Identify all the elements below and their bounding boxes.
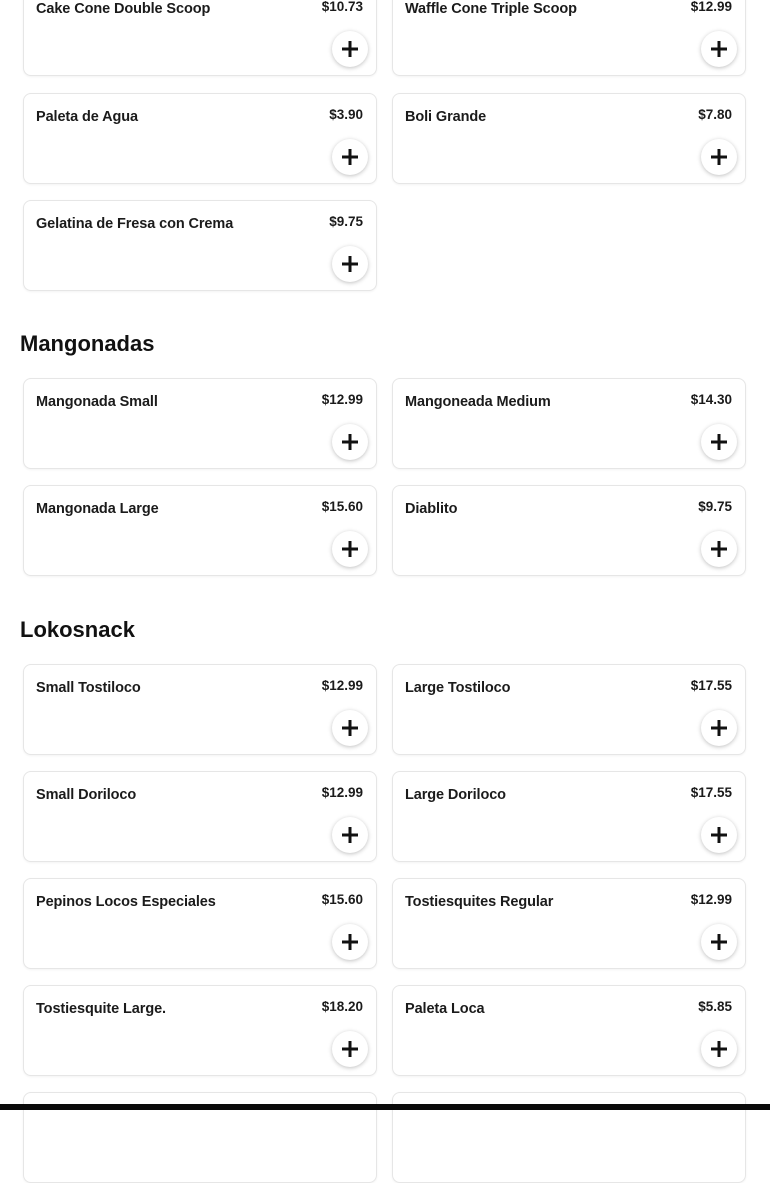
item-name: Large Tostiloco bbox=[405, 680, 511, 696]
plus-icon bbox=[709, 39, 729, 59]
add-to-cart-button[interactable] bbox=[701, 924, 737, 960]
item-name: Pepinos Locos Especiales bbox=[36, 894, 216, 910]
item-price: $14.30 bbox=[690, 392, 732, 407]
menu-item-card[interactable] bbox=[392, 771, 746, 862]
plus-icon bbox=[340, 39, 360, 59]
item-name: Gelatina de Fresa con Crema bbox=[36, 216, 234, 232]
item-name: Mangoneada Medium bbox=[405, 394, 551, 410]
plus-icon bbox=[709, 718, 729, 738]
item-name: Diablito bbox=[405, 501, 458, 517]
menu-item-card[interactable] bbox=[392, 378, 746, 469]
plus-icon bbox=[340, 718, 360, 738]
plus-icon bbox=[709, 432, 729, 452]
item-name: Cake Cone Double Scoop bbox=[36, 1, 211, 17]
section-title-lokosnack: Lokosnack bbox=[20, 617, 135, 642]
add-to-cart-button[interactable] bbox=[701, 531, 737, 567]
menu-item-card[interactable] bbox=[392, 985, 746, 1076]
add-to-cart-button[interactable] bbox=[332, 424, 368, 460]
item-name: Small Tostiloco bbox=[36, 680, 141, 696]
item-price: $12.99 bbox=[690, 0, 732, 14]
item-name: Mangonada Small bbox=[36, 394, 158, 410]
menu-item-card[interactable] bbox=[23, 93, 377, 184]
menu-item-card[interactable] bbox=[392, 93, 746, 184]
plus-icon bbox=[340, 432, 360, 452]
item-price: $15.60 bbox=[321, 499, 363, 514]
item-price: $12.99 bbox=[321, 785, 363, 800]
plus-icon bbox=[340, 254, 360, 274]
item-price: $9.75 bbox=[329, 214, 363, 229]
menu-item-card[interactable] bbox=[23, 485, 377, 576]
add-to-cart-button[interactable] bbox=[332, 710, 368, 746]
add-to-cart-button[interactable] bbox=[332, 31, 368, 67]
add-to-cart-button[interactable] bbox=[701, 424, 737, 460]
menu-item-card[interactable] bbox=[392, 0, 746, 76]
menu-item-card[interactable] bbox=[23, 985, 377, 1076]
add-to-cart-button[interactable] bbox=[332, 531, 368, 567]
section-title-mangonadas: Mangonadas bbox=[20, 331, 155, 356]
plus-icon bbox=[340, 539, 360, 559]
item-name: Small Doriloco bbox=[36, 787, 137, 803]
add-to-cart-button[interactable] bbox=[701, 31, 737, 67]
item-name: Tostiesquites Regular bbox=[405, 894, 554, 910]
item-price: $9.75 bbox=[698, 499, 732, 514]
add-to-cart-button[interactable] bbox=[332, 139, 368, 175]
item-price: $7.80 bbox=[698, 107, 732, 122]
item-price: $17.55 bbox=[690, 678, 732, 693]
add-to-cart-button[interactable] bbox=[701, 139, 737, 175]
plus-icon bbox=[709, 1039, 729, 1059]
menu-item-card[interactable] bbox=[23, 378, 377, 469]
plus-icon bbox=[709, 539, 729, 559]
menu-item-card[interactable] bbox=[392, 664, 746, 755]
item-price: $12.99 bbox=[690, 892, 732, 907]
menu-item-card[interactable] bbox=[392, 878, 746, 969]
menu-item-card[interactable] bbox=[392, 485, 746, 576]
menu-item-card[interactable] bbox=[23, 200, 377, 291]
plus-icon bbox=[340, 932, 360, 952]
plus-icon bbox=[709, 147, 729, 167]
bottom-bar bbox=[0, 1104, 770, 1110]
add-to-cart-button[interactable] bbox=[701, 710, 737, 746]
item-price: $15.60 bbox=[321, 892, 363, 907]
menu-item-card[interactable] bbox=[23, 664, 377, 755]
item-price: $17.55 bbox=[690, 785, 732, 800]
item-price: $10.73 bbox=[321, 0, 363, 14]
item-price: $3.90 bbox=[329, 107, 363, 122]
menu-item-card[interactable] bbox=[23, 878, 377, 969]
add-to-cart-button[interactable] bbox=[332, 1031, 368, 1067]
item-price: $12.99 bbox=[321, 678, 363, 693]
add-to-cart-button[interactable] bbox=[701, 1031, 737, 1067]
add-to-cart-button[interactable] bbox=[332, 924, 368, 960]
item-name: Paleta de Agua bbox=[36, 109, 139, 125]
item-name: Tostiesquite Large. bbox=[36, 1001, 166, 1017]
menu-item-card[interactable] bbox=[23, 771, 377, 862]
plus-icon bbox=[709, 825, 729, 845]
item-price: $5.85 bbox=[698, 999, 732, 1014]
add-to-cart-button[interactable] bbox=[332, 246, 368, 282]
item-price: $18.20 bbox=[321, 999, 363, 1014]
plus-icon bbox=[340, 1039, 360, 1059]
item-name: Waffle Cone Triple Scoop bbox=[405, 1, 577, 17]
add-to-cart-button[interactable] bbox=[701, 817, 737, 853]
menu-item-card[interactable] bbox=[23, 0, 377, 76]
plus-icon bbox=[340, 825, 360, 845]
item-price: $12.99 bbox=[321, 392, 363, 407]
item-name: Boli Grande bbox=[405, 109, 487, 125]
item-name: Mangonada Large bbox=[36, 501, 159, 517]
plus-icon bbox=[340, 147, 360, 167]
add-to-cart-button[interactable] bbox=[332, 817, 368, 853]
item-name: Large Doriloco bbox=[405, 787, 506, 803]
plus-icon bbox=[709, 932, 729, 952]
item-name: Paleta Loca bbox=[405, 1001, 485, 1017]
